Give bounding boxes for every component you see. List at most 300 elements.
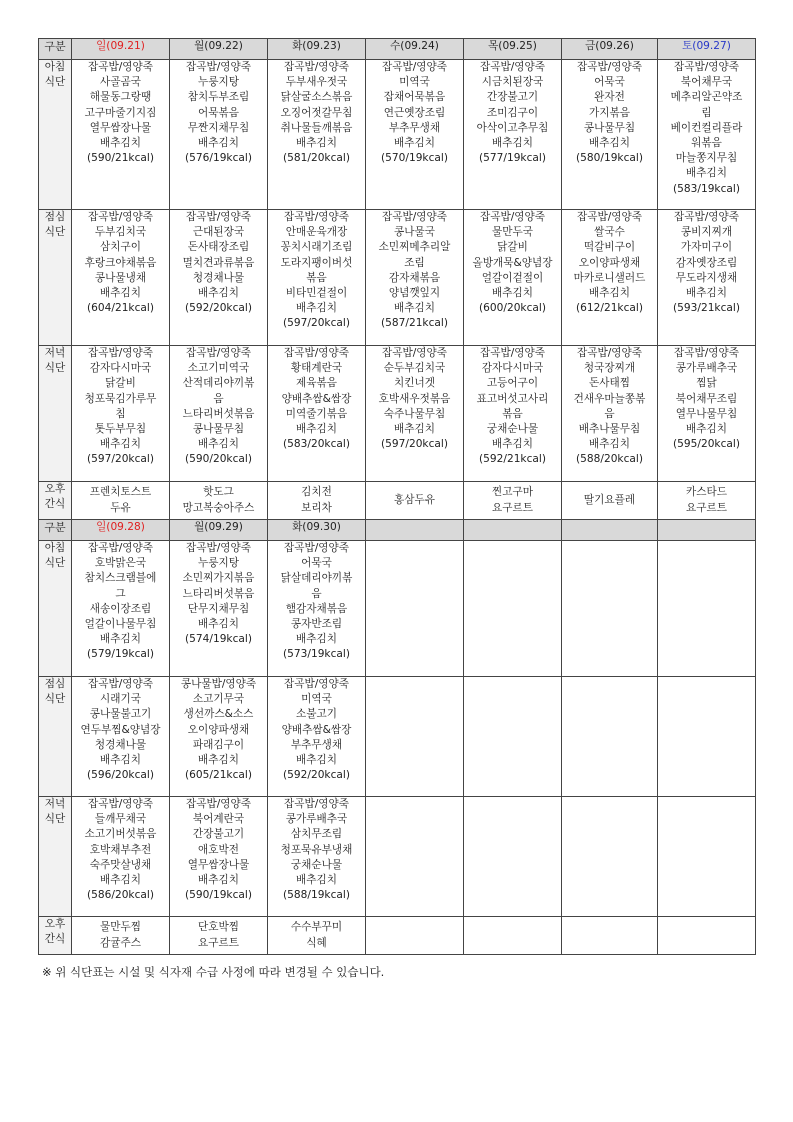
menu-item: 미역국: [301, 693, 332, 706]
menu-cell: [72, 917, 170, 955]
menu-item: 잡곡밥/영양죽: [186, 347, 251, 359]
day-header: [562, 520, 658, 541]
menu-item: 건새우마늘쫑볶: [573, 392, 646, 405]
menu-item: 후랑크야채볶음: [84, 256, 157, 269]
meal-label-lunch: [39, 210, 72, 346]
menu-cell: [170, 677, 268, 797]
menu-item: (570/19kcal): [381, 152, 448, 165]
menu-item: 새송이장조림: [89, 602, 152, 615]
menu-item: 요구르트: [492, 501, 533, 514]
menu-item: 잡곡밥/영양죽: [284, 211, 349, 223]
menu-item: (597/20kcal): [381, 438, 448, 451]
menu-item: 느타리버섯볶음: [182, 407, 255, 420]
menu-item: 베이컨컬리플라: [670, 121, 743, 134]
meal-label-line: 식단: [44, 813, 66, 826]
menu-item: 잡곡밥/영양죽: [674, 61, 739, 73]
menu-cell: [562, 677, 658, 797]
menu-item: 닭갈비: [497, 241, 528, 254]
menu-item: 볶음: [306, 271, 327, 284]
menu-cell: [464, 210, 562, 346]
menu-item: 숙주맛살냉채: [89, 858, 152, 871]
menu-item: 무짠지채무침: [187, 121, 250, 134]
menu-item: 파래김구이: [192, 738, 245, 751]
menu-item: (592/20kcal): [283, 769, 350, 782]
menu-item: 북어채무국: [680, 76, 733, 89]
menu-item: 배추김치: [296, 874, 337, 887]
menu-item: 소고기무국: [192, 693, 245, 706]
menu-item: 침: [115, 407, 126, 420]
menu-item: 북어채무조림: [675, 392, 738, 405]
menu-item: 배추김치: [296, 302, 337, 315]
menu-item: 사골곰국: [100, 76, 141, 89]
menu-item: 청경채나물: [192, 271, 245, 284]
column-label: 구분: [39, 520, 72, 541]
menu-item: 근대된장국: [192, 226, 245, 239]
menu-item: 감자채볶음: [388, 271, 441, 284]
menu-item: 물만두국: [492, 226, 533, 239]
menu-item: 배추김치: [296, 633, 337, 646]
menu-cell: [72, 797, 170, 917]
menu-item: 열무쌈장나물: [89, 121, 152, 134]
day-header: 금(09.26): [562, 39, 658, 60]
menu-item: 누룽지탕: [198, 76, 239, 89]
menu-item: 배추김치: [100, 633, 141, 646]
menu-item: 어묵국: [594, 76, 625, 89]
menu-item: 쌀국수: [594, 226, 625, 239]
menu-item: 잡곡밥/영양죽: [88, 798, 153, 810]
menu-item: 콩비지찌개: [680, 226, 733, 239]
menu-item: (592/20kcal): [185, 302, 252, 315]
menu-cell: [562, 797, 658, 917]
menu-item: 배추김치: [492, 287, 533, 300]
menu-item: 들깨무채국: [94, 813, 147, 826]
menu-item: 가자미구이: [680, 241, 733, 254]
menu-item: 음: [604, 407, 615, 420]
meal-label-line: 식단: [44, 226, 66, 239]
menu-item: 콩나물냉채: [94, 271, 147, 284]
menu-item: 고등어구이: [486, 377, 539, 390]
menu-cell: [72, 210, 170, 346]
menu-cell: [72, 346, 170, 482]
menu-item: 잡곡밥/영양죽: [382, 347, 447, 359]
menu-item: (579/19kcal): [87, 648, 154, 661]
menu-item: 찜닭: [696, 377, 717, 390]
menu-item: 무도라지생채: [675, 271, 738, 284]
menu-item: 콩나물불고기: [89, 708, 152, 721]
menu-item: 궁채순나물: [290, 858, 343, 871]
menu-item: (593/21kcal): [673, 302, 740, 315]
menu-item: 요구르트: [198, 936, 239, 949]
column-label: 구분: [39, 39, 72, 60]
menu-cell: [268, 677, 366, 797]
menu-item: 배추김치: [686, 287, 727, 300]
menu-item: 배추김치: [100, 438, 141, 451]
menu-item: 멸치견과류볶음: [182, 256, 255, 269]
day-header: 월(09.22): [170, 39, 268, 60]
menu-item: 배추김치: [100, 754, 141, 767]
meal-row-breakfast: [39, 541, 756, 677]
menu-item: 햄감자채볶음: [285, 602, 348, 615]
menu-item: 감자다시마국: [89, 362, 152, 375]
menu-item: 양배추쌈&쌈장: [281, 723, 352, 736]
menu-item: (583/20kcal): [283, 438, 350, 451]
menu-item: 잡곡밥/영양죽: [577, 347, 642, 359]
menu-item: 오징어젓갈무침: [280, 106, 353, 119]
menu-item: 호박채부추전: [89, 843, 152, 856]
menu-item: 콩나물무침: [192, 423, 245, 436]
day-header: 일(09.21): [72, 39, 170, 60]
menu-item: 잡곡밥/영양죽: [88, 542, 153, 554]
day-header: 목(09.25): [464, 39, 562, 60]
menu-item: 핫도그: [203, 486, 234, 499]
meal-label-dinner: [39, 346, 72, 482]
menu-item: 닭갈비: [105, 377, 136, 390]
menu-item: 찐고구마: [492, 486, 533, 499]
menu-item: 배추김치: [589, 438, 630, 451]
menu-item: 잡곡밥/영양죽: [186, 61, 251, 73]
menu-item: 청국장찌개: [583, 362, 636, 375]
menu-cell: [658, 210, 756, 346]
menu-item: 잡곡밥/영양죽: [284, 347, 349, 359]
menu-cell: [72, 541, 170, 677]
menu-item: 잡곡밥/영양죽: [480, 61, 545, 73]
menu-item: 참치두부조림: [187, 91, 250, 104]
menu-item: 떡갈비구이: [583, 241, 636, 254]
menu-item: 감자옛장조림: [675, 256, 738, 269]
menu-cell: [464, 60, 562, 210]
menu-item: 배추김치: [394, 137, 435, 150]
menu-item: 고구마줄기지짐: [84, 106, 157, 119]
menu-item: 느타리버섯볶음: [182, 587, 255, 600]
menu-cell: [366, 541, 464, 677]
menu-cell: [268, 482, 366, 520]
menu-item: (597/20kcal): [283, 317, 350, 330]
menu-item: 양념깻잎지: [388, 287, 441, 300]
menu-item: 식혜: [306, 936, 327, 949]
meal-label-lunch: [39, 677, 72, 797]
menu-cell: [268, 797, 366, 917]
menu-item: 잡곡밥/영양죽: [88, 61, 153, 73]
meal-row-dinner: [39, 797, 756, 917]
menu-cell: [562, 346, 658, 482]
meal-label-line: 식단: [44, 693, 66, 706]
menu-cell: [366, 60, 464, 210]
menu-item: 콩가루배추국: [675, 362, 738, 375]
menu-cell: [268, 346, 366, 482]
menu-item: 도라지팽이버섯: [280, 256, 353, 269]
menu-item: 배추김치: [198, 438, 239, 451]
menu-item: 시래기국: [100, 693, 141, 706]
menu-item: (588/19kcal): [283, 889, 350, 902]
menu-item: 잡곡밥/영양죽: [674, 211, 739, 223]
menu-item: 소불고기: [296, 708, 337, 721]
menu-cell: [268, 917, 366, 955]
menu-cell: [658, 482, 756, 520]
meal-label-line: 아침: [44, 61, 66, 73]
menu-item: (574/19kcal): [185, 633, 252, 646]
menu-item: (580/19kcal): [576, 152, 643, 165]
meal-row-snack: [39, 917, 756, 955]
menu-item: 볶음: [502, 407, 523, 420]
menu-cell: [72, 60, 170, 210]
menu-item: 잡곡밥/영양죽: [480, 347, 545, 359]
menu-item: 잡곡밥/영양죽: [186, 798, 251, 810]
menu-item: 배추김치: [492, 137, 533, 150]
menu-cell: [562, 210, 658, 346]
menu-item: 닭살데리야끼볶: [280, 572, 353, 585]
menu-item: 잡곡밥/영양죽: [186, 542, 251, 554]
menu-item: 배추김치: [589, 287, 630, 300]
menu-item: (605/21kcal): [185, 769, 252, 782]
menu-item: 배추김치: [686, 167, 727, 180]
menu-item: 배추김치: [492, 438, 533, 451]
menu-item: 꽁치시래기조림: [280, 241, 353, 254]
day-header: 일(09.28): [72, 520, 170, 541]
menu-item: 배추김치: [198, 618, 239, 631]
menu-cell: [658, 60, 756, 210]
menu-item: (596/20kcal): [87, 769, 154, 782]
menu-cell: [366, 797, 464, 917]
menu-item: 잡곡밥/영양죽: [674, 347, 739, 359]
meal-label-line: 간식: [44, 933, 66, 946]
day-header: 토(09.27): [658, 39, 756, 60]
menu-cell: [366, 210, 464, 346]
menu-item: 카스타드: [686, 486, 727, 499]
meal-row-snack: [39, 482, 756, 520]
menu-item: 배추나물무침: [578, 423, 641, 436]
header-row: [39, 39, 756, 60]
menu-cell: [366, 346, 464, 482]
menu-item: 마늘쫑지무침: [675, 152, 738, 165]
menu-item: (590/21kcal): [87, 152, 154, 165]
menu-item: 올방개묵&양념장: [472, 256, 553, 269]
menu-item: 딸기요플레: [583, 493, 636, 506]
menu-item: (612/21kcal): [576, 302, 643, 315]
menu-item: 잡곡밥/영양죽: [88, 211, 153, 223]
menu-cell: [464, 917, 562, 955]
menu-cell: [658, 346, 756, 482]
menu-item: 부추무생채: [290, 738, 343, 751]
menu-item: 참치스크램블에: [84, 572, 157, 585]
menu-item: 콩나물국: [394, 226, 435, 239]
menu-item: 소민찌가지볶음: [182, 572, 255, 585]
menu-item: 잡곡밥/영양죽: [284, 542, 349, 554]
menu-item: 잡곡밥/영양죽: [480, 211, 545, 223]
day-header: 수(09.24): [366, 39, 464, 60]
meal-label-breakfast: [39, 60, 72, 210]
menu-item: 돈사태찜: [589, 377, 630, 390]
menu-item: 양배추쌈&쌈장: [281, 392, 352, 405]
menu-item: 삼치구이: [100, 241, 141, 254]
meal-label-line: 오후: [44, 918, 66, 930]
menu-item: 배추김치: [100, 287, 141, 300]
menu-item: 열무쌈장나물: [187, 858, 250, 871]
meal-row-breakfast: [39, 60, 756, 210]
menu-item: 메추리알곤약조: [670, 91, 743, 104]
menu-item: 두부새우젓국: [285, 76, 348, 89]
menu-item: 호박맑은국: [94, 557, 147, 570]
menu-item: 치킨너겟: [394, 377, 435, 390]
menu-item: 잡곡밥/영양죽: [88, 347, 153, 359]
menu-cell: [562, 482, 658, 520]
day-header: 화(09.23): [268, 39, 366, 60]
menu-cell: [464, 797, 562, 917]
day-header: [366, 520, 464, 541]
menu-item: 보리차: [301, 501, 332, 514]
menu-item: 잡곡밥/영양죽: [88, 678, 153, 690]
menu-item: (587/21kcal): [381, 317, 448, 330]
menu-item: 배추김치: [589, 137, 630, 150]
menu-item: 콩나물무침: [583, 121, 636, 134]
menu-item: 조미김구이: [486, 106, 539, 119]
menu-item: 소고기미역국: [187, 362, 250, 375]
menu-item: 오이양파생채: [578, 256, 641, 269]
menu-item: 소고기버섯볶음: [84, 828, 157, 841]
menu-item: 누룽지탕: [198, 557, 239, 570]
menu-cell: [170, 210, 268, 346]
meal-label-snack: [39, 917, 72, 955]
menu-item: 잡곡밥/영양죽: [186, 211, 251, 223]
menu-item: 배추김치: [296, 423, 337, 436]
menu-item: 청경채나물: [94, 738, 147, 751]
menu-item: 호박새우젓볶음: [378, 392, 451, 405]
menu-item: 열무나물무침: [675, 407, 738, 420]
day-header: 월(09.29): [170, 520, 268, 541]
menu-item: 연두부찜&양념장: [80, 723, 161, 736]
menu-item: 부추무생채: [388, 121, 441, 134]
menu-item: 청포묵김가루무: [84, 392, 157, 405]
menu-item: 비타민겉절이: [285, 287, 348, 300]
menu-item: 잡곡밥/영양죽: [284, 798, 349, 810]
menu-item: 수수부꾸미: [290, 921, 343, 934]
menu-cell: [268, 210, 366, 346]
menu-cell: [562, 917, 658, 955]
menu-item: (586/20kcal): [87, 889, 154, 902]
menu-item: 간장불고기: [486, 91, 539, 104]
menu-item: 림: [701, 106, 712, 119]
menu-item: 시금치된장국: [481, 76, 544, 89]
menu-item: 취나물들깨볶음: [280, 121, 353, 134]
menu-cell: [562, 541, 658, 677]
menu-item: 닭살굴소스볶음: [280, 91, 353, 104]
menu-item: 콩가루배추국: [285, 813, 348, 826]
menu-item: 미역줄기볶음: [285, 407, 348, 420]
meal-label-dinner: [39, 797, 72, 917]
menu-item: (597/20kcal): [87, 453, 154, 466]
menu-item: 소민찌메추리알: [378, 241, 451, 254]
menu-cell: [658, 797, 756, 917]
menu-item: 망고복숭아주스: [182, 501, 255, 514]
menu-item: 톳두부무침: [94, 423, 147, 436]
day-header: [464, 520, 562, 541]
menu-item: 콩나물밥/영양죽: [180, 678, 257, 690]
meal-label-line: 식단: [44, 362, 66, 375]
menu-item: 어묵볶음: [198, 106, 239, 119]
menu-item: 감자다시마국: [481, 362, 544, 375]
menu-item: (592/21kcal): [479, 453, 546, 466]
menu-item: 배추김치: [394, 302, 435, 315]
menu-item: 배추김치: [198, 287, 239, 300]
menu-item: (595/20kcal): [673, 438, 740, 451]
menu-item: 잡곡밥/영양죽: [284, 678, 349, 690]
meal-row-dinner: [39, 346, 756, 482]
menu-item: 완자전: [594, 91, 625, 104]
day-header: 화(09.30): [268, 520, 366, 541]
menu-item: 배추김치: [100, 137, 141, 150]
menu-item: 삼치무조림: [290, 828, 343, 841]
meal-row-lunch: [39, 677, 756, 797]
menu-item: 숙주나물무침: [383, 407, 446, 420]
menu-item: 북어계란국: [192, 813, 245, 826]
menu-cell: [658, 917, 756, 955]
menu-item: 워볶음: [691, 137, 722, 150]
menu-item: (600/20kcal): [479, 302, 546, 315]
menu-cell: [170, 482, 268, 520]
menu-item: 황태계란국: [290, 362, 343, 375]
menu-item: 배추김치: [198, 874, 239, 887]
menu-item: 요구르트: [686, 501, 727, 514]
menu-item: 잡곡밥/영양죽: [577, 61, 642, 73]
day-header: [658, 520, 756, 541]
menu-item: 잡곡밥/영양죽: [284, 61, 349, 73]
menu-item: 안매운육개장: [285, 226, 348, 239]
menu-cell: [464, 677, 562, 797]
menu-item: 잡곡밥/영양죽: [577, 211, 642, 223]
menu-cell: [170, 60, 268, 210]
menu-item: 김치전: [301, 486, 332, 499]
menu-cell: [464, 541, 562, 677]
menu-item: 간장불고기: [192, 828, 245, 841]
menu-item: 배추김치: [296, 137, 337, 150]
menu-item: 단무지채무침: [187, 602, 250, 615]
menu-item: 잡곡밥/영양죽: [382, 211, 447, 223]
menu-cell: [170, 797, 268, 917]
menu-item: 그: [115, 587, 126, 600]
menu-item: 콩자반조림: [290, 618, 343, 631]
menu-item: 프렌치토스트: [89, 486, 152, 499]
meal-plan-table: [38, 38, 756, 955]
menu-cell: [170, 541, 268, 677]
menu-cell: [72, 482, 170, 520]
menu-item: 잡채어묵볶음: [383, 91, 446, 104]
menu-cell: [366, 917, 464, 955]
footnote: ※ 위 식단표는 시설 및 식자재 수급 사정에 따라 변경될 수 있습니다.: [42, 965, 385, 979]
menu-item: 애호박전: [198, 843, 239, 856]
meal-label-line: 간식: [44, 498, 66, 511]
menu-cell: [170, 917, 268, 955]
menu-item: 아삭이고추무침: [476, 121, 549, 134]
meal-label-line: 점심: [44, 211, 66, 223]
menu-item: 해물동그랑땡: [89, 91, 152, 104]
menu-item: (590/19kcal): [185, 889, 252, 902]
meal-label-line: 식단: [44, 557, 66, 570]
menu-item: 조림: [404, 256, 425, 269]
menu-item: 음: [213, 392, 224, 405]
menu-cell: [72, 677, 170, 797]
menu-item: 배추김치: [296, 754, 337, 767]
menu-item: 단호박찜: [198, 921, 239, 934]
menu-item: 가지볶음: [589, 106, 630, 119]
menu-item: 얼갈이나물무침: [84, 618, 157, 631]
menu-item: 음: [311, 587, 322, 600]
meal-label-line: 저녁: [44, 347, 66, 359]
menu-item: 배추김치: [198, 754, 239, 767]
meal-label-line: 오후: [44, 483, 66, 495]
menu-item: 잡곡밥/영양죽: [382, 61, 447, 73]
menu-item: 얼갈이겉절이: [481, 271, 544, 284]
menu-item: 연근옛장조림: [383, 106, 446, 119]
menu-item: 마카로니샐러드: [573, 271, 646, 284]
